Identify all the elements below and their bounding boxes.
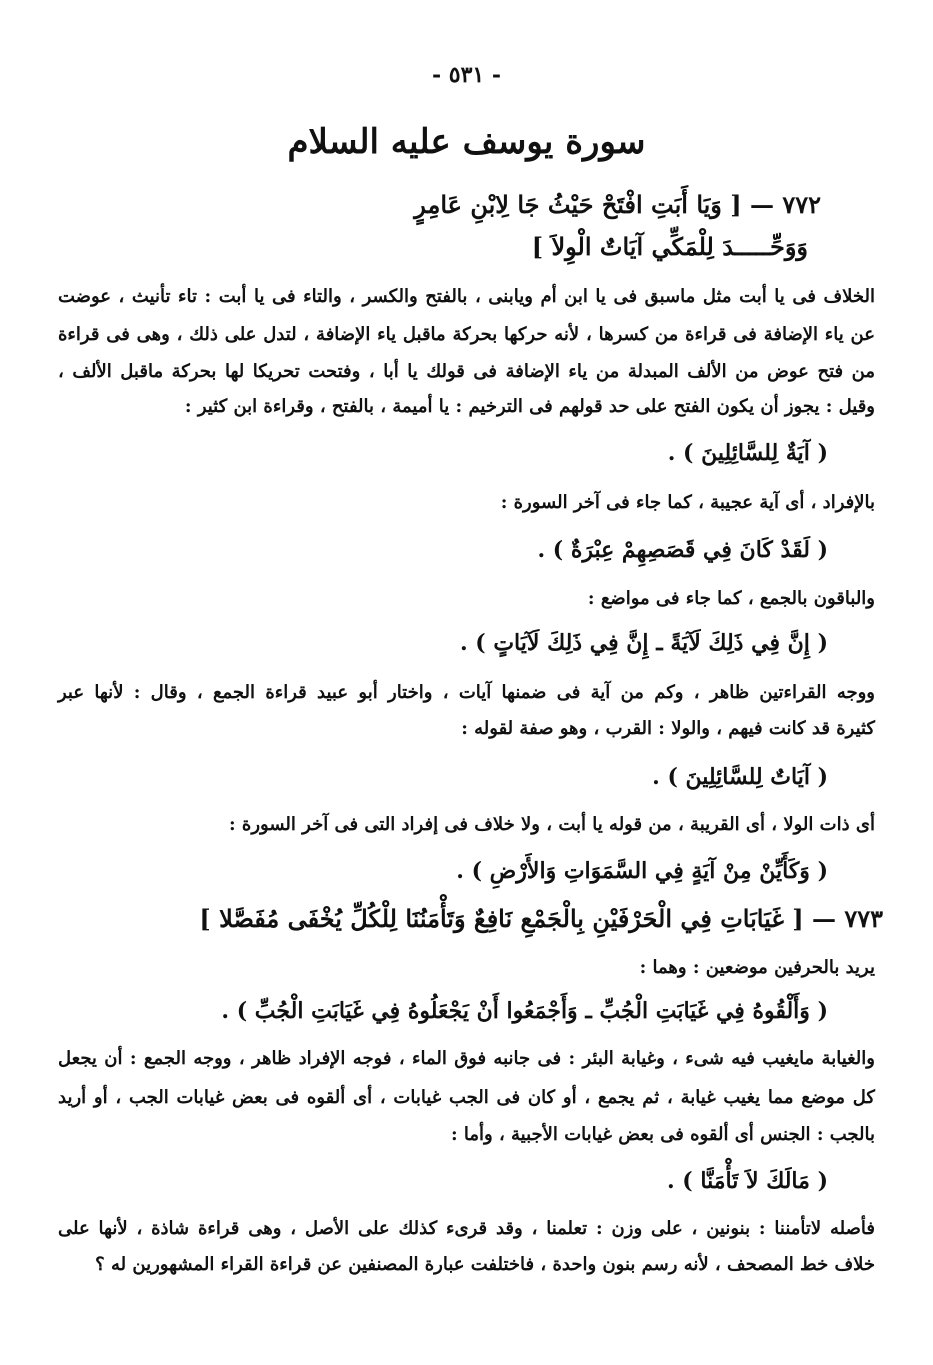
- quran-quote-7: ( مَالَكَ لاَ تَأْمَنَّا ) .: [666, 1168, 828, 1194]
- quran-quote-2: ( لَقَدْ كَانَ فِي قَصَصِهِمْ عِبْرَةٌ ) .: [537, 537, 828, 563]
- commentary-772-line-3: من فتح عوض من الألف المبدلة من ياء الإضافة فى قولك يا أبا ، وفتحت تحريكا لها بحركة ماقبل الألف ،: [58, 361, 875, 382]
- commentary-772-line-7: ووجه القراءتين ظاهر ، وكم من آية فى ضمنها آيات ، واختار أبو عبيد قراءة الجمع ، وقال : لأنها عبر: [58, 682, 875, 703]
- commentary-772-line-5: بالإفراد ، أى آية عجيبة ، كما جاء فى آخر السورة :: [500, 492, 875, 513]
- commentary-772-line-4: وقيل : يجوز أن يكون الفتح على حد قولهم فى الترخيم : يا أميمة ، بالفتح ، وقراءة ابن كثير :: [184, 396, 875, 417]
- quran-quote-5: ( وَكَأَيِّنْ مِنْ آيَةٍ فِي السَّمَوَاتِ وَالأَرْضِ ) .: [456, 858, 828, 884]
- quran-quote-6: ( وَأَلْقُوهُ فِي غَيَابَتِ الْجُبِّ ـ وَأَجْمَعُوا أَنْ يَجْعَلُوهُ فِي غَيَابَتِ الْجُبِّ ) .: [221, 998, 828, 1024]
- quran-quote-3: ( إِنَّ فِي ذَلِكَ لَآيَةً ـ إِنَّ فِي ذَلِكَ لَآيَاتٍ ) .: [459, 630, 828, 656]
- verse-772-line-2: وَوَحِّـــــدَ لِلْمَكِّي آيَاتٌ الْوِلاَ ]: [531, 232, 808, 261]
- commentary-772-line-8: كثيرة قد كانت فيهم ، والولا : القرب ، وهو صفة لقوله :: [461, 718, 875, 739]
- page-number: - ٥٣١ -: [431, 62, 502, 88]
- commentary-773-line-3: كل موضع مما يغيب غيابة ، ثم يجمع ، أو كان فى الجب غيابات ، أى ألقوه فى بعض غيابات الجب ، أو أريد: [58, 1087, 875, 1108]
- commentary-773-line-5: فأصله لاتأمننا : بنونين ، على وزن : تعلمنا ، وقد قرىء كذلك على الأصل ، وهى قراءة شاذة ، لأنها على: [58, 1218, 875, 1239]
- commentary-773-line-4: بالجب : الجنس أى ألقوه فى بعض غيابات الأجبية ، وأما :: [450, 1124, 875, 1145]
- commentary-772-line-9: أى ذات الولا ، أى القريبة ، من قوله يا أبت ، ولا خلاف فى إفراد التى فى آخر السورة :: [229, 814, 875, 835]
- verse-773-line-1: ٧٧٣ — [ غَيَابَاتِ فِي الْحَرْفَيْنِ بِالْجَمْعِ نَافِعٌ وَتَأْمَنُنَا لِلْكُلِّ يُخْفَى مُفَصَّلا ]: [199, 904, 883, 933]
- commentary-773-line-1: يريد بالحرفين موضعين : وهما :: [639, 957, 875, 978]
- commentary-772-line-6: والباقون بالجمع ، كما جاء فى مواضع :: [587, 588, 875, 609]
- verse-772-line-1: ٧٧٢ — [ وَيَا أَبَتِ افْتَحْ حَيْثُ جَا لِابْنِ عَامِرٍ: [414, 190, 821, 219]
- surah-title: سورة يوسف عليه السلام: [287, 122, 646, 162]
- quran-quote-1: ( آيَةٌ لِلسَّائِلِينَ ) .: [667, 440, 828, 466]
- commentary-773-line-6: خلاف خط المصحف ، لأنه رسم بنون واحدة ، فاختلفت عبارة المصنفين عن قراءة القراء المشهورين له ؟: [95, 1254, 875, 1275]
- commentary-773-line-2: والغيابة مايغيب فيه شىء ، وغيابة البئر : فى جانبه فوق الماء ، فوجه الإفراد ظاهر ، ووجه الجمع : أن يجعل: [58, 1048, 875, 1069]
- quran-quote-4: ( آيَاتٌ لِلسَّائِلِينَ ) .: [652, 764, 828, 790]
- commentary-772-line-1: الخلاف فى يا أبت مثل ماسبق فى يا ابن أم ويابنى ، بالفتح والكسر ، والتاء فى يا أبت : تاء تأنيث ، عوضت: [58, 286, 875, 307]
- commentary-772-line-2: عن ياء الإضافة فى قراءة من كسرها ، لأنه حركها بحركة ماقبل ياء الإضافة ، لتدل على ذلك ، وهى فى قراءة: [58, 324, 875, 345]
